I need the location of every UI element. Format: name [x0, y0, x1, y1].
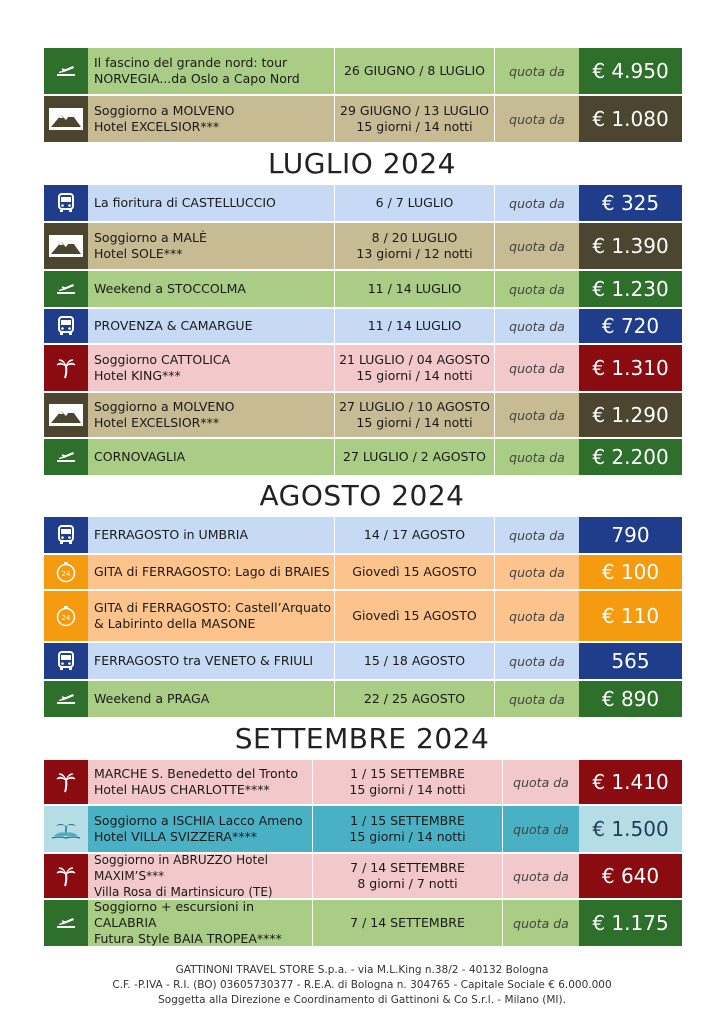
trip-price: € 1.410: [579, 760, 682, 804]
trip-price: € 110: [579, 591, 682, 641]
trip-row: [44, 517, 682, 553]
trip-price: 790: [579, 517, 682, 553]
trip-row: [44, 643, 682, 679]
trip-description: Soggiorno in ABRUZZO Hotel MAXIM’S*** Villa Rosa di Martinsicuro (TE): [88, 854, 313, 898]
footer: [0, 963, 724, 1008]
trip-dates: 27 LUGLIO / 2 AGOSTO: [335, 439, 495, 475]
quota-label: quota da: [495, 345, 579, 391]
trip-row: [44, 760, 682, 804]
trip-dates: Giovedì 15 AGOSTO: [335, 555, 495, 589]
quota-label: quota da: [495, 96, 579, 142]
trip-dates: 15 / 18 AGOSTO: [335, 643, 495, 679]
mountain-icon: [44, 223, 88, 269]
trip-description: FERRAGOSTO tra VENETO & FRIULI: [88, 643, 335, 679]
island-icon: [44, 806, 88, 852]
quota-label: quota da: [503, 806, 579, 852]
footer-company: GATTINONI TRAVEL STORE S.p.a. - via M.L.King n.38/2 - 40132 Bologna: [175, 964, 549, 976]
trip-price: € 1.390: [579, 223, 682, 269]
plane-icon: [44, 48, 88, 94]
quota-label: quota da: [503, 760, 579, 804]
plane-icon: [44, 900, 88, 946]
trip-row: [44, 681, 682, 717]
quota-label: quota da: [495, 185, 579, 221]
trip-description: CORNOVAGLIA: [88, 439, 335, 475]
trip-price: € 1.500: [579, 806, 682, 852]
trip-row: [44, 271, 682, 307]
trip-row: [44, 309, 682, 343]
palm-icon: [44, 760, 88, 804]
quota-label: quota da: [495, 681, 579, 717]
trip-dates: 1 / 15 SETTEMBRE 15 giorni / 14 notti: [313, 806, 503, 852]
trip-price: € 1.080: [579, 96, 682, 142]
trip-dates: 21 LUGLIO / 04 AGOSTO 15 giorni / 14 notti: [335, 345, 495, 391]
trip-price: € 325: [579, 185, 682, 221]
quota-label: quota da: [503, 900, 579, 946]
quota-label: quota da: [503, 854, 579, 898]
trip-dates: 26 GIUGNO / 8 LUGLIO: [335, 48, 495, 94]
trip-dates: 11 / 14 LUGLIO: [335, 309, 495, 343]
trip-price: € 1.310: [579, 345, 682, 391]
trip-description: Il fascino del grande nord: tour NORVEGIA...da Oslo a Capo Nord: [88, 48, 335, 94]
trip-dates: 7 / 14 SETTEMBRE 8 giorni / 7 notti: [313, 854, 503, 898]
trip-dates: 29 GIUGNO / 13 LUGLIO 15 giorni / 14 notti: [335, 96, 495, 142]
trip-price: € 4.950: [579, 48, 682, 94]
trip-dates: 14 / 17 AGOSTO: [335, 517, 495, 553]
trip-dates: 8 / 20 LUGLIO 13 giorni / 12 notti: [335, 223, 495, 269]
mountain-icon: [44, 96, 88, 142]
quota-label: quota da: [495, 439, 579, 475]
quota-label: quota da: [495, 517, 579, 553]
trip-row: [44, 96, 682, 142]
trip-description: MARCHE S. Benedetto del Tronto Hotel HAUS CHARLOTTE****: [88, 760, 313, 804]
trip-price: € 720: [579, 309, 682, 343]
bus-icon: [44, 309, 88, 343]
trip-description: Soggiorno a ISCHIA Lacco Ameno Hotel VILLA SVIZZERA****: [88, 806, 313, 852]
trip-description: GITA di FERRAGOSTO: Lago di BRAIES: [88, 555, 335, 589]
trip-row: [44, 393, 682, 437]
section-title-luglio: LUGLIO 2024: [268, 147, 456, 180]
quota-label: quota da: [495, 643, 579, 679]
mountain-icon: [44, 393, 88, 437]
palm-icon: [44, 854, 88, 898]
trip-description: La fioritura di CASTELLUCCIO: [88, 185, 335, 221]
trip-dates: 22 / 25 AGOSTO: [335, 681, 495, 717]
day-trip-24-icon: [44, 555, 88, 589]
trip-row: [44, 806, 682, 852]
trip-row: [44, 900, 682, 946]
section-title-agosto: AGOSTO 2024: [259, 479, 465, 512]
quota-label: quota da: [495, 271, 579, 307]
trip-price: € 1.290: [579, 393, 682, 437]
trip-price: € 1.230: [579, 271, 682, 307]
trip-row: [44, 345, 682, 391]
trip-description: Weekend a PRAGA: [88, 681, 335, 717]
quota-label: quota da: [495, 393, 579, 437]
trip-description: PROVENZA & CAMARGUE: [88, 309, 335, 343]
quota-label: quota da: [495, 555, 579, 589]
trip-price: € 1.175: [579, 900, 682, 946]
trip-description: GITA di FERRAGOSTO: Castell’Arquato & Labirinto della MASONE: [88, 591, 335, 641]
footer-direction: Soggetta alla Direzione e Coordinamento di Gattinoni & Co S.r.l. - Milano (MI).: [158, 994, 566, 1006]
bus-icon: [44, 643, 88, 679]
trip-description: Soggiorno + escursioni in CALABRIA Futura Style BAIA TROPEA****: [88, 900, 313, 946]
trip-row: [44, 223, 682, 269]
trip-description: Soggiorno a MOLVENO Hotel EXCELSIOR***: [88, 96, 335, 142]
trip-description: Soggiorno CATTOLICA Hotel KING***: [88, 345, 335, 391]
quota-label: quota da: [495, 309, 579, 343]
trip-dates: 1 / 15 SETTEMBRE 15 giorni / 14 notti: [313, 760, 503, 804]
svg-text:24: 24: [61, 614, 71, 622]
trip-description: FERRAGOSTO in UMBRIA: [88, 517, 335, 553]
palm-icon: [44, 345, 88, 391]
trip-price: € 640: [579, 854, 682, 898]
trip-dates: 11 / 14 LUGLIO: [335, 271, 495, 307]
plane-icon: [44, 271, 88, 307]
trip-description: Soggiorno a MALÈ Hotel SOLE***: [88, 223, 335, 269]
plane-icon: [44, 681, 88, 717]
bus-icon: [44, 185, 88, 221]
trip-dates: 6 / 7 LUGLIO: [335, 185, 495, 221]
plane-icon: [44, 439, 88, 475]
trip-row: [44, 48, 682, 94]
bus-icon: [44, 517, 88, 553]
trip-row: [44, 591, 682, 641]
trip-description: Soggiorno a MOLVENO Hotel EXCELSIOR***: [88, 393, 335, 437]
quota-label: quota da: [495, 48, 579, 94]
trip-dates: 27 LUGLIO / 10 AGOSTO 15 giorni / 14 notti: [335, 393, 495, 437]
footer-legal: C.F. -P.IVA - R.I. (BO) 03605730377 - R.E.A. di Bologna n. 304765 - Capitale Sociale € 6.000.000: [112, 979, 612, 991]
trip-row: [44, 555, 682, 589]
section-title-settembre: SETTEMBRE 2024: [234, 722, 490, 755]
quota-label: quota da: [495, 591, 579, 641]
trip-dates: Giovedì 15 AGOSTO: [335, 591, 495, 641]
trip-row: [44, 185, 682, 221]
trip-description: Weekend a STOCCOLMA: [88, 271, 335, 307]
trip-price: € 100: [579, 555, 682, 589]
trip-price: 565: [579, 643, 682, 679]
trip-row: [44, 439, 682, 475]
quota-label: quota da: [495, 223, 579, 269]
trip-price: € 890: [579, 681, 682, 717]
day-trip-24-icon: [44, 591, 88, 641]
trip-price: € 2.200: [579, 439, 682, 475]
trip-dates: 7 / 14 SETTEMBRE: [313, 900, 503, 946]
trip-row: [44, 854, 682, 898]
svg-text:24: 24: [61, 570, 71, 578]
